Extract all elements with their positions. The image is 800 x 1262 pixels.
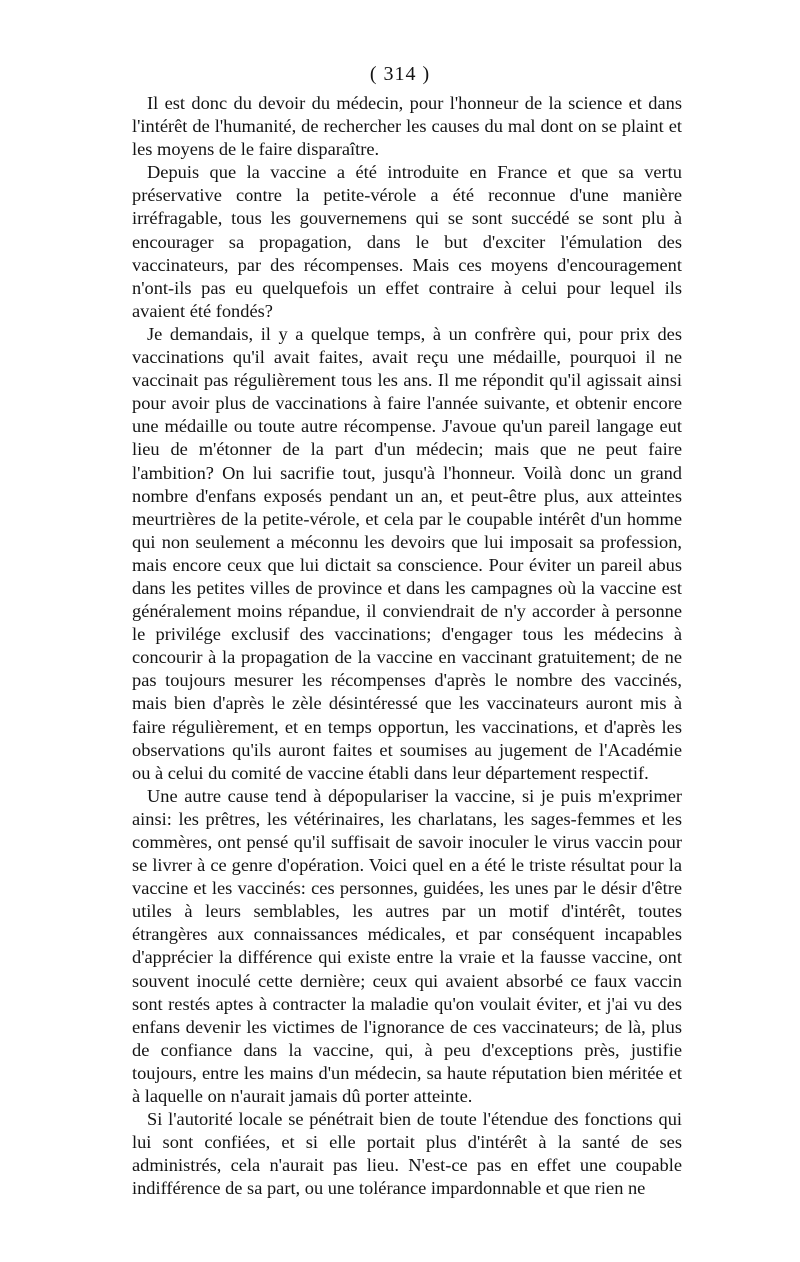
page-number: ( 314 ): [369, 63, 431, 85]
paragraph: Depuis que la vaccine a été introduite en France et que sa vertu préservative contre la petite-vérole a été reconnue d'une manière irréfragable, tous les gouvernemens qui se sont succédé se sont plu à encourager sa propagation, dans le but d'exciter l'émulation des vaccinateurs, par des récompenses. Mais ces moyens d'encouragement n'ont-ils pas eu quelquefois un effet contraire à celui pour lequel ils avaient été fondés?: [132, 162, 682, 321]
paragraph: Il est donc du devoir du médecin, pour l'honneur de la science et dans l'intérêt de l'humanité, de rechercher les causes du mal dont on se plaint et les moyens de le faire disparaître.: [132, 93, 682, 160]
paragraph: Si l'autorité locale se pénétrait bien de toute l'étendue des fonctions qui lui sont confiées, et si elle portait plus d'intérêt à la santé de ses administrés, cela n'aurait pas lieu. N'est-ce pas en effet une coupable indifférence de sa part, ou une tolérance impardonnable et que rien ne: [132, 1109, 682, 1199]
paragraph: Une autre cause tend à dépopulariser la vaccine, si je puis m'exprimer ainsi: les prêtres, les vétérinaires, les charlatans, les sages-femmes et les commères, ont pensé qu'il suffisait de savoir inoculer le virus vaccin pour se livrer à ce genre d'opération. Voici quel en a été le triste résultat pour la vaccine et les vaccinés: ces personnes, guidées, les unes par le désir d'être utiles à leurs semblables, les autres par un motif d'intérêt, toutes étrangères aux connaissances médicales, et par conséquent incapables d'apprécier la différence qui existe entre la vraie et la fausse vaccine, ont souvent inoculé cette dernière; ceux qui avaient absorbé ce faux vaccin sont restés aptes à contracter la maladie qu'on voulait éviter, et j'ai vu des enfans devenir les victimes de l'ignorance de ces vaccinateurs; de là, plus de confiance dans la vaccine, qui, à peu d'exceptions près, justifie toujours, entre les mains d'un médecin, sa haute réputation bien méritée et à laquelle on n'aurait jamais dû porter atteinte.: [132, 785, 682, 1107]
paragraph: Je demandais, il y a quelque temps, à un confrère qui, pour prix des vaccinations qu'il avait faites, avait reçu une médaille, pourquoi il ne vaccinait pas régulièrement tous les ans. Il me répondit qu'il agissait ainsi pour avoir plus de vaccinations à faire l'année suivante, et obtenir encore une médaille ou toute autre récompense. J'avoue qu'un pareil langage eut lieu de m'étonner de la part d'un médecin; mais que ne peut faire l'ambition? On lui sacrifie tout, jusqu'à l'honneur. Voilà donc un grand nombre d'enfans exposés pendant un an, et peut-être plus, aux atteintes meurtrières de la petite-vérole, et cela par le coupable intérêt d'un homme qui non seulement a méconnu les devoirs que lui imposait sa profession, mais encore ceux que lui dictait sa conscience. Pour éviter un pareil abus dans les petites villes de province et dans les campagnes où la vaccine est généralement moins répandue, il conviendrait de n'y accorder à personne le privilége exclusif des vaccinations; d'engager tous les médecins à concourir à la propagation de la vaccine en vaccinant gratuitement; de ne pas toujours mesurer les récompenses d'après le nombre des vaccinés, mais bien d'après le zèle désintéressé que les vaccinateurs auront mis à faire régulièrement, et en temps opportun, les vaccinations, et d'après les observations qu'ils auront faites et soumises au jugement de l'Académie ou à celui du comité de vaccine établi dans leur département respectif.: [132, 323, 682, 783]
body-text: [132, 92, 682, 1201]
